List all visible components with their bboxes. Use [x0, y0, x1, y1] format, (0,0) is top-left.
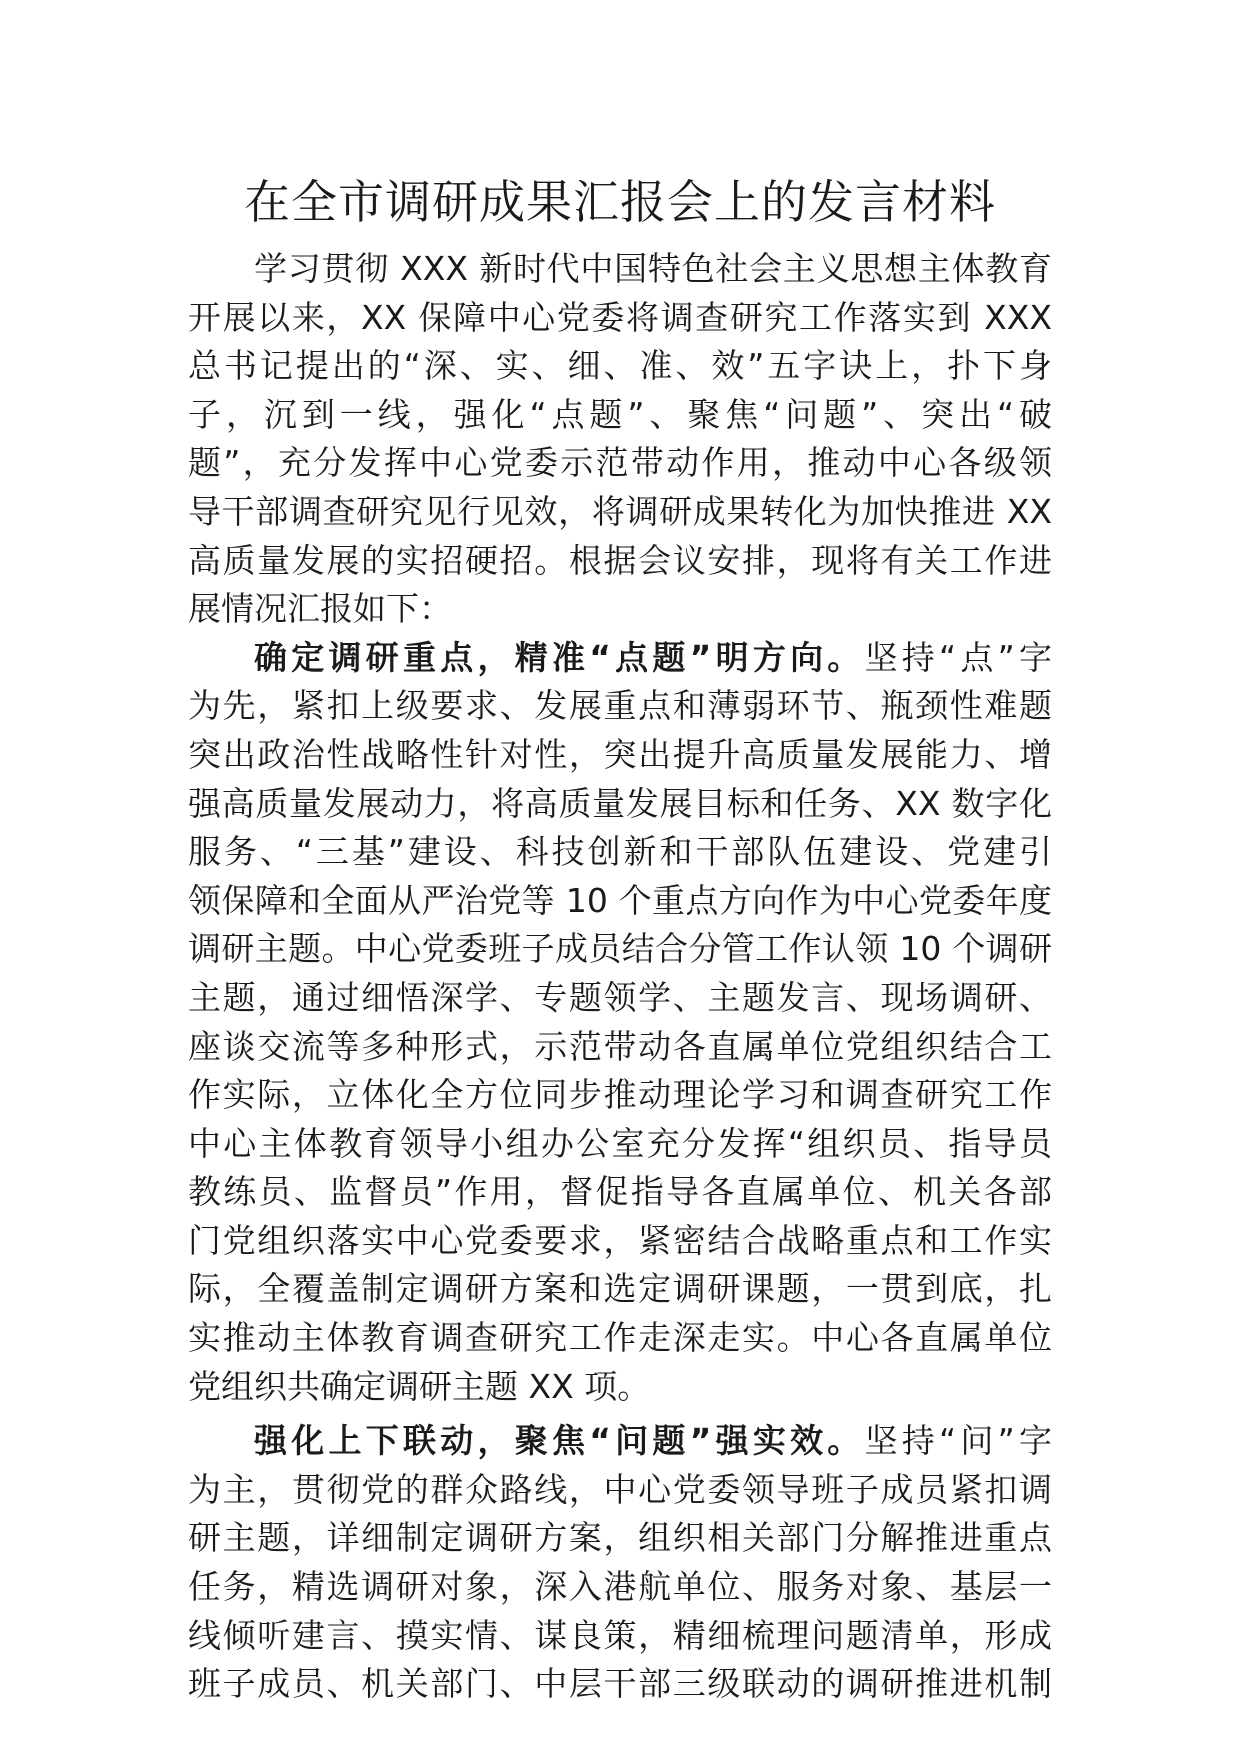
paragraph-intro: [188, 245, 1052, 634]
text-line: 学习贯彻 XXX 新时代中国特色社会主义思想主体教育: [254, 249, 1052, 288]
text-line: 实推动主体教育调查研究工作走深走实。中心各直属单位: [188, 1318, 1052, 1358]
paragraph-focus: [188, 634, 1052, 1412]
text-line: 际，全覆盖制定调研方案和选定调研课题，一贯到底，扎: [188, 1269, 1052, 1309]
text-line: 调研主题。中心党委班子成员结合分管工作认领 10 个调研: [188, 929, 1052, 969]
text-line: [188, 1417, 1052, 1466]
text-line: 为先，紧扣上级要求、发展重点和薄弱环节、瓶颈性难题: [188, 686, 1052, 726]
text-line: 班子成员、机关部门、中层干部三级联动的调研推进机制: [188, 1664, 1052, 1704]
text-line: 座谈交流等多种形式，示范带动各直属单位党组织结合工: [188, 1026, 1052, 1066]
text-line: 强高质量发展动力，将高质量发展目标和任务、XX 数字化: [188, 783, 1052, 823]
text-line: 党组织共确定调研主题 XX 项。: [188, 1366, 651, 1406]
text-line: 为主，贯彻党的群众路线，中心党委领导班子成员紧扣调: [188, 1469, 1052, 1509]
text-line: 导干部调查研究见行见效，将调研成果转化为加快推进 XX: [188, 491, 1052, 531]
paragraph-heading: 确定调研重点，精准“点题”明方向。: [254, 637, 865, 677]
text-line: 中心主体教育领导小组办公室充分发挥“组织员、指导员: [188, 1123, 1052, 1163]
text-line: 子，沉到一线，强化“点题”、聚焦“问题”、突出“破: [188, 394, 1052, 434]
text-line: 线倾听建言、摸实情、谋良策，精细梳理问题清单，形成: [188, 1615, 1052, 1655]
text-line: 高质量发展的实招硬招。根据会议安排，现将有关工作进: [188, 540, 1052, 580]
text-line: 领保障和全面从严治党等 10 个重点方向作为中心党委年度: [188, 880, 1052, 920]
text-line: 主题，通过细悟深学、专题领学、主题发言、现场调研、: [188, 977, 1052, 1017]
text-line: 研主题，详细制定调研方案，组织相关部门分解推进重点: [188, 1518, 1052, 1558]
paragraph-text: 坚持“问”字: [864, 1421, 1052, 1461]
text-line: 门党组织落实中心党委要求，紧密结合战略重点和工作实: [188, 1220, 1052, 1260]
text-line: 突出政治性战略性针对性，突出提升高质量发展能力、增: [188, 734, 1052, 774]
text-line: 服务、“三基”建设、科技创新和干部队伍建设、党建引: [188, 832, 1052, 872]
text-line: 展情况汇报如下：: [188, 589, 452, 629]
text-line: 作实际，立体化全方位同步推动理论学习和调查研究工作: [188, 1075, 1052, 1115]
paragraph-text: 坚持“点”字: [864, 637, 1052, 677]
text-line: 题”，充分发挥中心党委示范带动作用，推动中心各级领: [188, 443, 1052, 483]
text-line: [188, 634, 1052, 683]
document-body: [188, 245, 1052, 1709]
text-line: 任务，精选调研对象，深入港航单位、服务对象、基层一: [188, 1567, 1052, 1607]
text-line: 教练员、监督员”作用，督促指导各直属单位、机关各部: [188, 1172, 1052, 1212]
paragraph-heading: 强化上下联动，聚焦“问题”强实效。: [254, 1421, 865, 1461]
paragraph-linkage: [188, 1417, 1052, 1709]
document-title: 在全市调研成果汇报会上的发言材料: [244, 175, 996, 229]
text-line: 总书记提出的“深、实、细、准、效”五字诀上，扑下身: [188, 346, 1052, 386]
text-line: 开展以来，XX 保障中心党委将调查研究工作落实到 XXX: [188, 297, 1052, 337]
